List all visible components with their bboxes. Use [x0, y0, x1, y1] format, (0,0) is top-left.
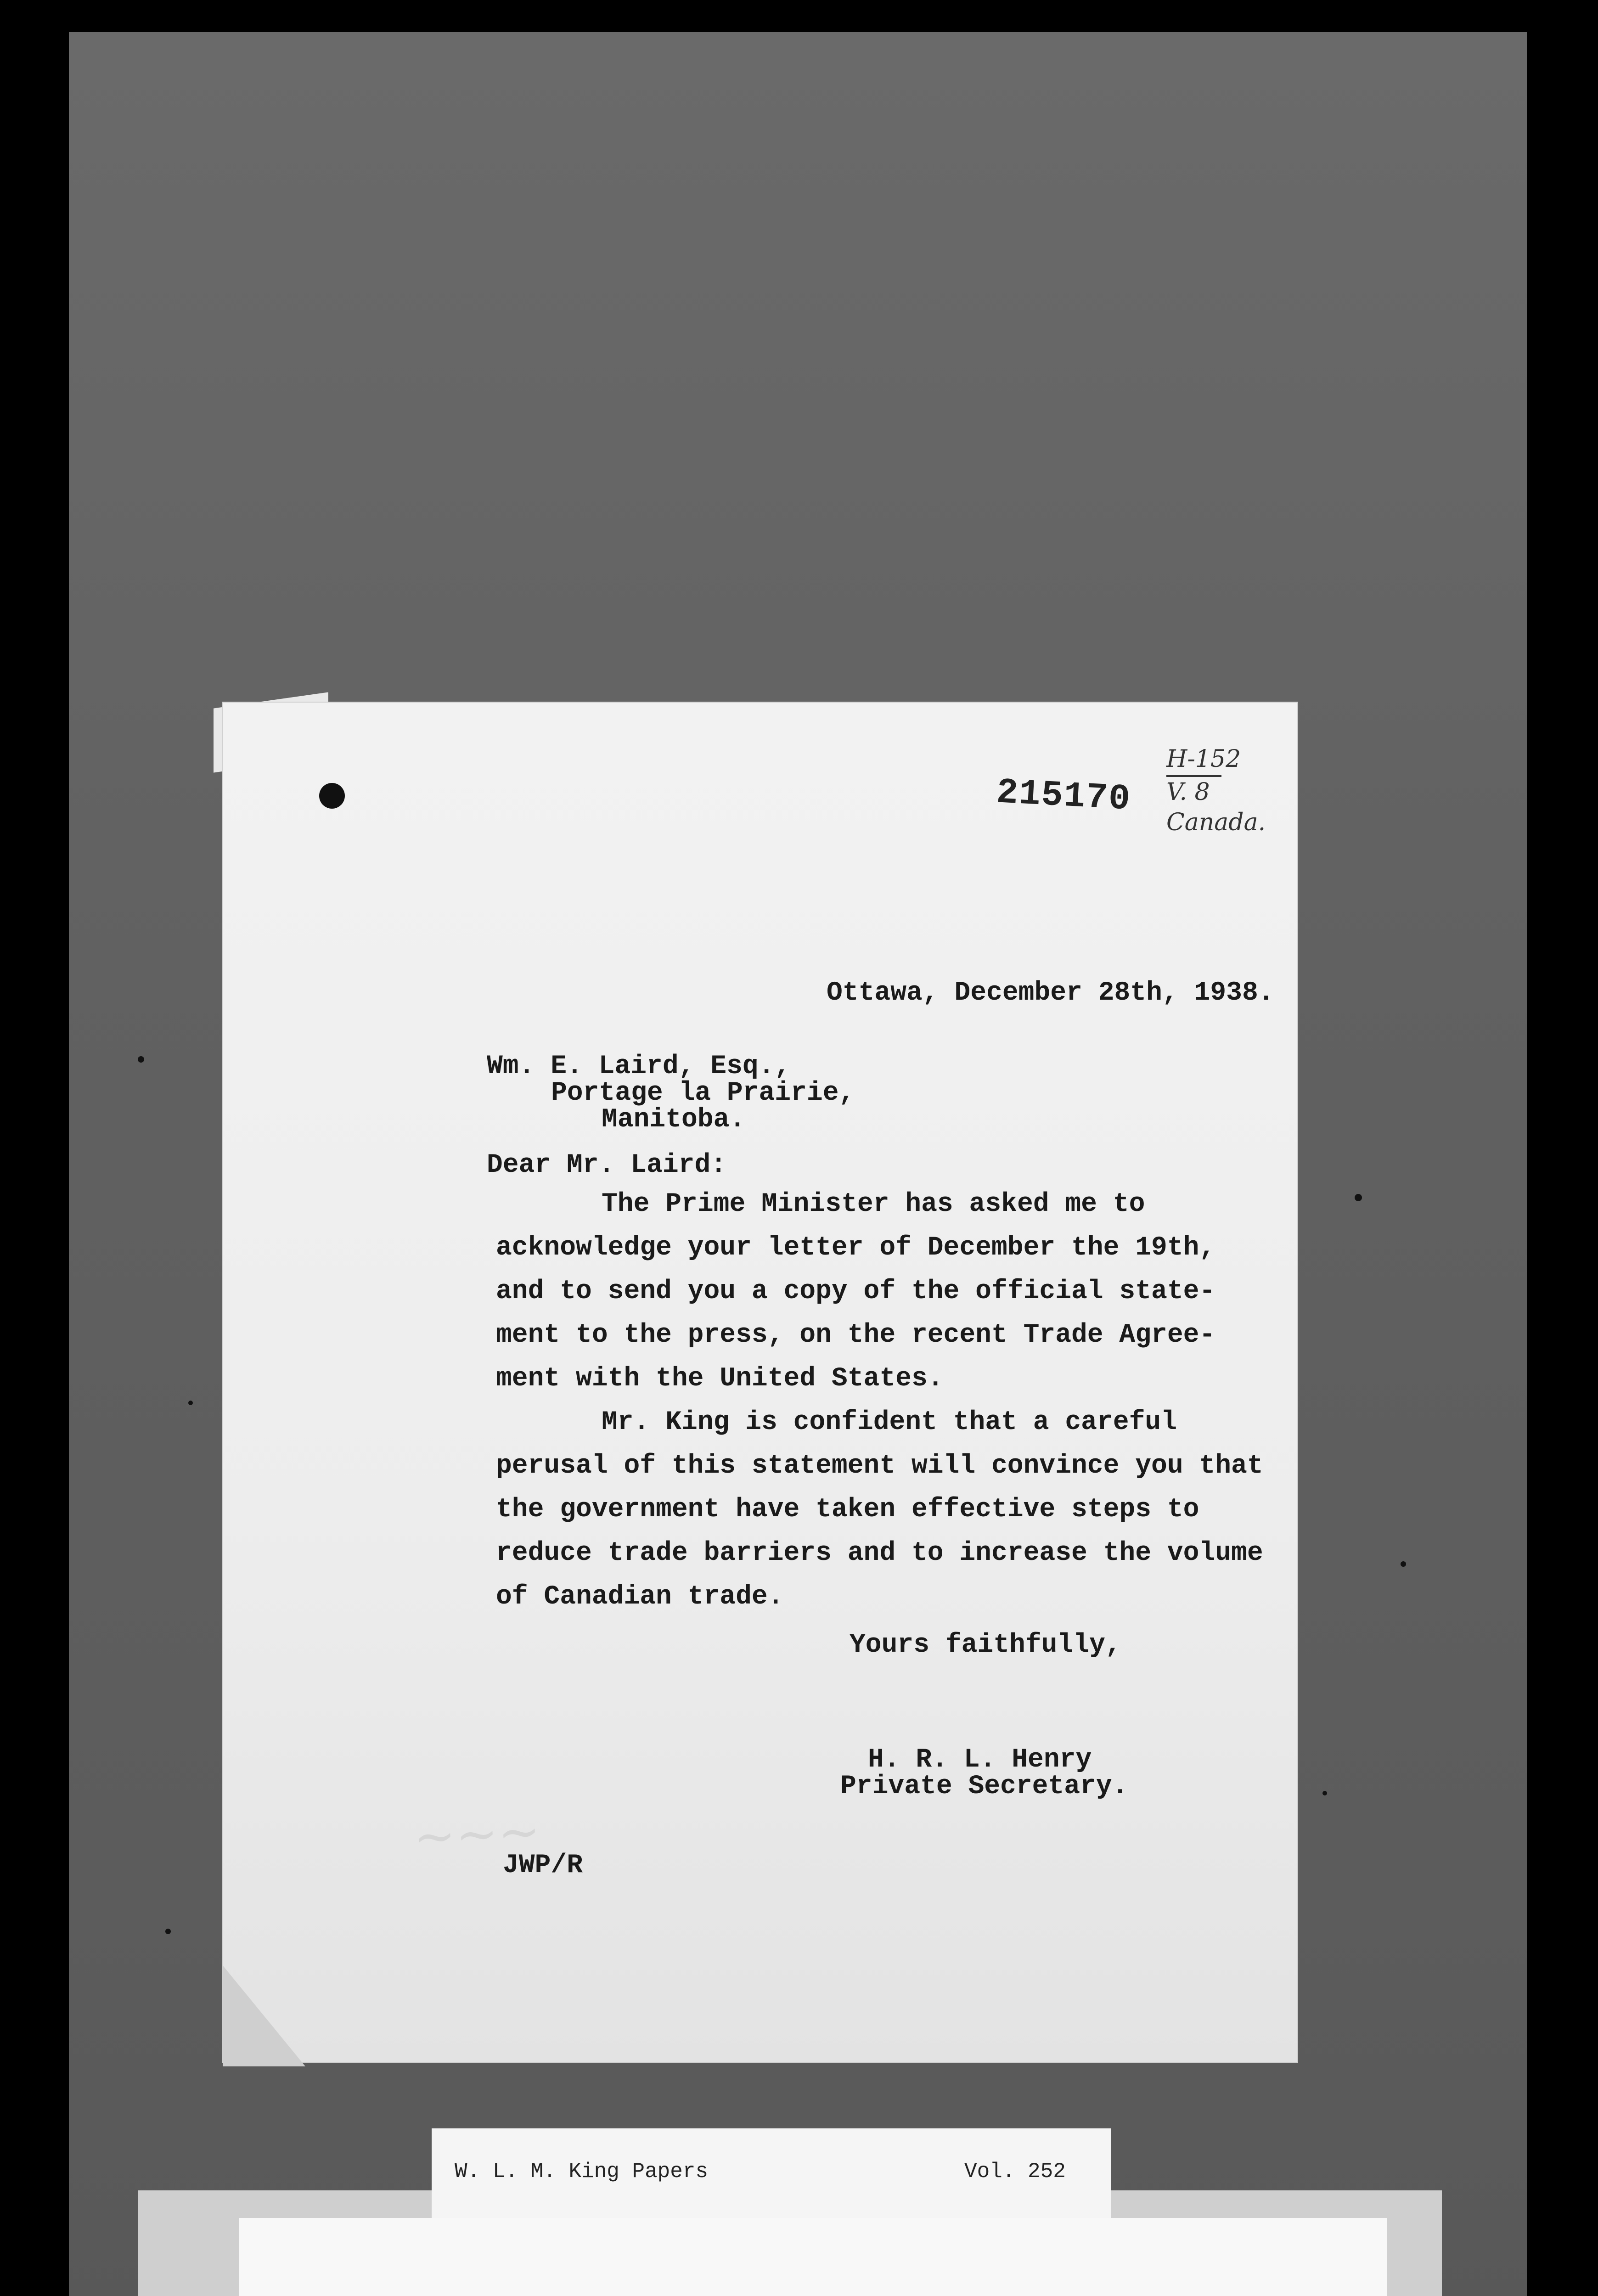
- closing: Yours faithfully,: [850, 1630, 1121, 1660]
- body-line: of Canadian trade.: [496, 1582, 784, 1612]
- dust-speck: [1355, 1194, 1362, 1201]
- body-line: perusal of this statement will convince you that: [496, 1451, 1263, 1481]
- salutation: Dear Mr. Laird:: [487, 1150, 727, 1180]
- body-line: acknowledge your letter of December the 19th,: [496, 1233, 1215, 1263]
- address-line: Wm. E. Laird, Esq.,: [487, 1052, 791, 1081]
- body-line: The Prime Minister has asked me to: [602, 1189, 1145, 1219]
- dust-speck: [1322, 1791, 1327, 1795]
- body-line: ment to the press, on the recent Trade Agree-: [496, 1320, 1215, 1350]
- body-line: the government have taken effective steps to: [496, 1495, 1199, 1525]
- collection-name: W. L. M. King Papers: [455, 2160, 709, 2183]
- volume-number: Vol. 252: [964, 2160, 1066, 2183]
- archive-card: [239, 2218, 1387, 2296]
- dust-speck: [138, 1056, 144, 1063]
- collection-label: [432, 2128, 1111, 2220]
- handwritten-line: V. 8: [1166, 778, 1210, 806]
- body-line: Mr. King is confident that a careful: [602, 1407, 1177, 1437]
- address-line: Manitoba.: [602, 1105, 746, 1135]
- body-line: and to send you a copy of the official state-: [496, 1277, 1215, 1306]
- date-line: Ottawa, December 28th, 1938.: [827, 978, 1274, 1008]
- body-line: reduce trade barriers and to increase the volume: [496, 1538, 1263, 1568]
- punch-hole: [319, 783, 345, 809]
- dust-speck: [1401, 1561, 1406, 1567]
- handwritten-line: H-152: [1166, 745, 1241, 773]
- signature-title: Private Secretary.: [840, 1772, 1128, 1801]
- document-stamp-number: 215170: [995, 772, 1132, 820]
- handwritten-line: Canada.: [1166, 809, 1266, 836]
- typist-initials: JWP/R: [503, 1851, 583, 1880]
- body-line: ment with the United States.: [496, 1364, 944, 1394]
- faint-bleedthrough: ~~~: [411, 1801, 542, 1867]
- signature-name: H. R. L. Henry: [868, 1745, 1092, 1775]
- address-line: Portage la Prairie,: [551, 1078, 855, 1108]
- handwritten-reference: [1166, 744, 1304, 838]
- dust-speck: [188, 1401, 193, 1405]
- dust-speck: [165, 1929, 171, 1934]
